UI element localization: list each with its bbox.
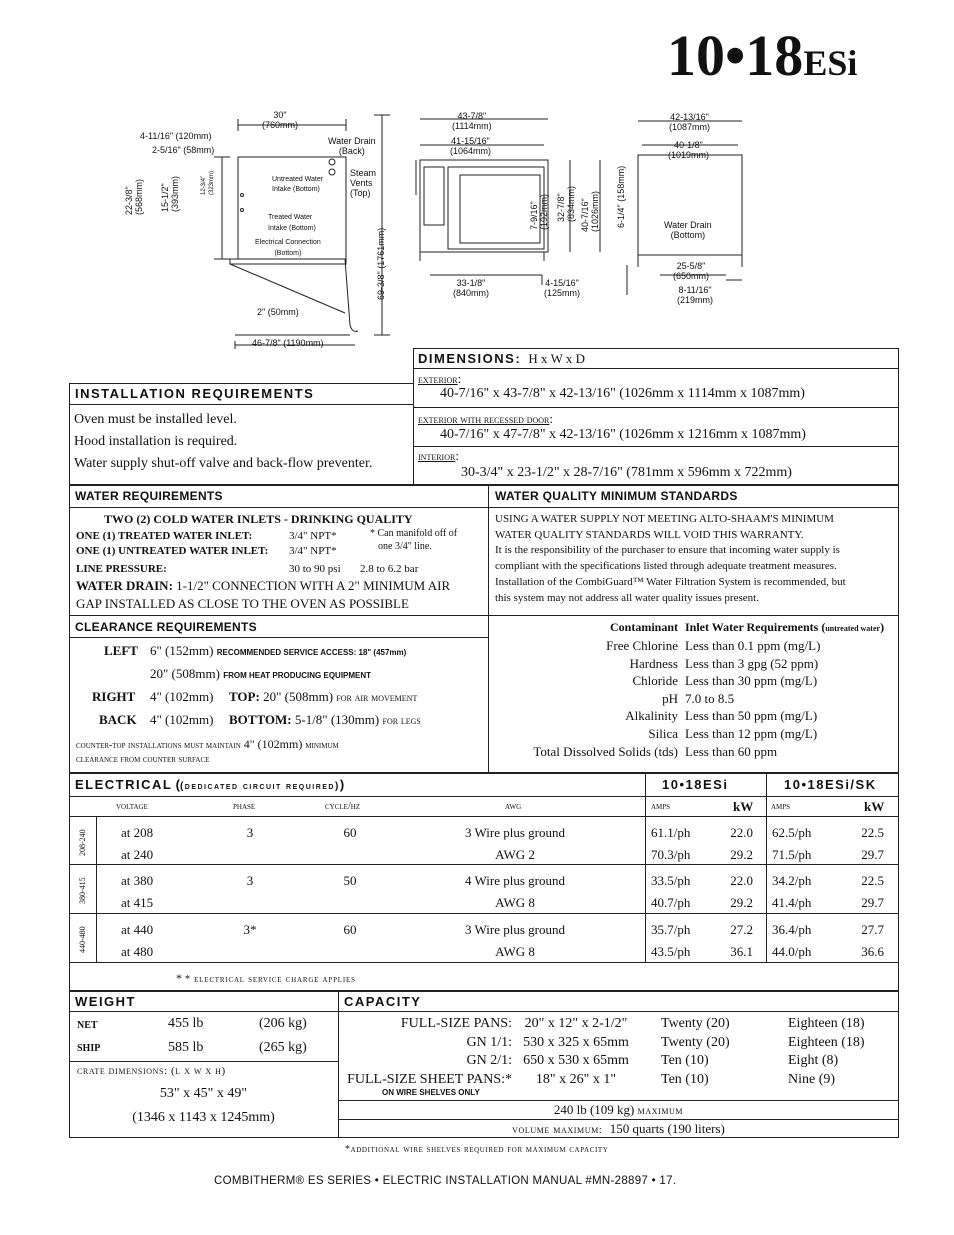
dimensions-heading: DIMENSIONS: (418, 351, 522, 366)
elec-kw-a: 36.1 (730, 944, 753, 959)
wq-row-name: Free Chlorine (606, 638, 678, 653)
water-quality-heading: WATER QUALITY MINIMUM STANDARDS (495, 489, 738, 503)
elec-kw-a: 22.0 (730, 873, 753, 888)
elec-voltage: at 415 (121, 895, 154, 910)
back-h6: 6-1/4" (158mm) (616, 165, 626, 228)
elec-kw-b: 29.7 (861, 895, 884, 910)
front-h32mm: (834mm) (566, 185, 576, 222)
cap-count-a: Ten (10) (661, 1071, 709, 1087)
side-treated2: Intake (Bottom) (268, 225, 316, 232)
max-weight: 240 lb (109 kg) (553, 1102, 635, 1117)
manifold-note-1: * Can manifold off of (370, 528, 458, 539)
col-cycle: cycle/hz (325, 801, 361, 812)
clear-bottom-val: 5-1/8" (130mm) (294, 712, 380, 727)
back-w40mm: (1019mm) (668, 150, 710, 160)
elec-kw-a: 29.2 (730, 847, 753, 862)
elec-amps-b: 71.5/ph (772, 847, 812, 862)
cap-label: FULL-SIZE SHEET PANS:* (347, 1071, 512, 1087)
counter-2: clearance from counter surface (76, 754, 210, 765)
net-label: NET (77, 1020, 98, 1031)
drain-label: WATER DRAIN: (76, 578, 173, 593)
wq-line-1: USING A WATER SUPPLY NOT MEETING ALTO-SHAAM'S MINIMUM (495, 513, 834, 525)
elec-kw-a: 29.2 (730, 895, 753, 910)
side-elec1: Electrical Connection (255, 239, 321, 246)
elec-awg: 3 Wire plus ground (465, 825, 565, 840)
cap-count-b: Nine (9) (788, 1071, 836, 1087)
elec-phase: 3 (246, 825, 254, 840)
max-weight-suffix: maximum (637, 1105, 684, 1117)
cap-count-b: Eighteen (18) (788, 1016, 865, 1031)
elec-awg: AWG 2 (495, 847, 535, 862)
page-title (667, 22, 857, 97)
elec-voltage: at 240 (121, 847, 154, 862)
recessed-value: 40-7/16" x 47-7/8" x 42-13/16" (1026mm x 1216mm x 1087mm) (440, 427, 806, 442)
pressure-label: LINE PRESSURE: (76, 563, 167, 575)
back-b8: 8-11/16" (678, 285, 712, 295)
clear-left-val: 6" (152mm) (150, 643, 214, 658)
vol-val: 150 quarts (190 liters) (609, 1121, 725, 1136)
col-kw-a: kW (733, 799, 754, 814)
front-h40mm: (1026mm) (590, 190, 600, 232)
col-phase: phase (233, 801, 256, 812)
side-steam2: Vents (350, 178, 373, 188)
vol-label: volume maximum: (512, 1124, 603, 1136)
back-drain2: (Bottom) (670, 230, 706, 240)
elec-kw-b: 22.5 (861, 825, 884, 840)
cap-label: GN 1/1: (466, 1034, 512, 1050)
front-h79: 7-9/16" (529, 201, 539, 230)
back-b25mm: (650mm) (673, 271, 710, 281)
elec-amps-a: 33.5/ph (651, 873, 691, 888)
clear-back-val: 4" (102mm) (150, 712, 214, 727)
interior-label: interior (418, 451, 456, 463)
elec-kw-b: 29.7 (861, 847, 884, 862)
untreated-val: 3/4" NPT* (289, 545, 337, 557)
clear-bottom-label: BOTTOM: (229, 712, 292, 727)
drain-line-2: GAP INSTALLED AS CLOSE TO THE OVEN AS POSSIBLE (76, 596, 409, 611)
side-untreated1: Untreated Water (272, 176, 324, 183)
front-w43: 43-7/8" (457, 111, 487, 121)
side-water-drain: Water Drain (328, 136, 376, 146)
clear-right-label: RIGHT (92, 689, 136, 704)
pressure-bar: 2.8 to 6.2 bar (360, 563, 419, 575)
capacity-heading: CAPACITY (344, 994, 422, 1009)
wq-col-inlet-small: untreated water (825, 624, 881, 633)
voltage-group-label: 208-240 (78, 829, 87, 856)
counter-1c: minimum (305, 740, 339, 751)
side-h12mm: (323mm) (209, 170, 215, 195)
side-h15: 15-1/2" (160, 183, 170, 212)
clear-top-label: TOP: (229, 689, 260, 704)
wq-line-5: Installation of the CombiGuard™ Water Filtration System is recommended, but (495, 575, 846, 588)
elec-footnote: * electrical service charge applies (185, 974, 356, 985)
wq-col-inlet-end: ) (880, 620, 885, 634)
crate-in: 53" x 45" x 49" (159, 1086, 248, 1101)
back-w40: 40-1/8" (674, 140, 703, 150)
back-w42: 42-13/16" (670, 112, 709, 122)
elec-kw-b: 27.7 (861, 922, 884, 937)
clear-back-label: BACK (99, 712, 137, 727)
side-b46: 46-7/8" (1190mm) (252, 338, 324, 348)
elec-phase: 3 (246, 873, 254, 888)
cap-count-a: Ten (10) (661, 1053, 709, 1068)
elec-amps-b: 34.2/ph (772, 873, 812, 888)
clear-bottom-note: for legs (382, 715, 421, 727)
front-b4: 4-15/16" (545, 278, 579, 288)
water-req-sub: TWO (2) COLD WATER INLETS - DRINKING QUALITY (104, 512, 413, 526)
side-steam3: (Top) (350, 188, 371, 198)
drain-line-1: 1-1/2" CONNECTION WITH A 2" MINIMUM AIR (176, 578, 451, 593)
front-w41: 41-15/16" (451, 136, 490, 146)
clear-left-label: LEFT (104, 643, 138, 658)
col-voltage: voltage (116, 801, 148, 812)
pressure-psi: 30 to 90 psi (289, 563, 341, 575)
counter-1b: 4" (102mm) (243, 737, 303, 751)
back-b25: 25-5/8" (676, 261, 706, 271)
elec-kw-a: 22.0 (730, 825, 753, 840)
front-w41mm: (1064mm) (450, 146, 492, 156)
front-b4mm: (125mm) (544, 288, 581, 298)
elec-amps-b: 36.4/ph (772, 922, 812, 937)
back-b8mm: (219mm) (677, 295, 714, 305)
front-b33: 33-1/8" (456, 278, 486, 288)
cap-label: FULL-SIZE PANS: (400, 1016, 512, 1031)
elec-kw-b: 36.6 (861, 944, 884, 959)
installation-line-3: Water supply shut-off valve and back-flow preventer. (74, 456, 373, 471)
elec-amps-a: 43.5/ph (651, 944, 691, 959)
water-req-heading: WATER REQUIREMENTS (75, 489, 223, 503)
voltage-group-label: 380-415 (78, 877, 87, 904)
side-w30mm: (760mm) (262, 120, 299, 130)
wq-row-value: Less than 3 gpg (52 ppm) (685, 655, 819, 671)
wq-row-value: Less than 30 ppm (mg/L) (685, 673, 818, 689)
wq-col-contaminant: Contaminant (609, 620, 678, 634)
col-amps-a: amps (651, 801, 671, 812)
elec-amps-b: 41.4/ph (772, 895, 812, 910)
elec-awg: AWG 8 (495, 944, 535, 959)
elec-awg: AWG 8 (495, 895, 535, 910)
cap-size: 18" x 26" x 1" (535, 1071, 617, 1087)
side-h69: 69-3/8" (1761mm) (376, 227, 386, 300)
elec-voltage: at 480 (121, 944, 154, 959)
electrical-heading: ELECTRICAL (75, 777, 173, 792)
side-h22: 22-3/8" (124, 186, 134, 215)
treated-val: 3/4" NPT* (289, 530, 337, 542)
elec-amps-b: 44.0/ph (772, 944, 812, 959)
front-w43mm: (1114mm) (452, 121, 492, 131)
side-h22mm: (568mm) (134, 178, 144, 215)
front-h32: 32-7/8" (556, 193, 566, 222)
elec-voltage: at 380 (121, 873, 154, 888)
elec-amps-a: 61.1/ph (651, 825, 691, 840)
col-kw-b: kW (864, 799, 885, 814)
ship-lb: 585 lb (168, 1040, 204, 1055)
ship-kg: (265 kg) (259, 1040, 307, 1055)
title-suffix: ESi (803, 43, 858, 83)
footer: COMBITHERM® ES SERIES • ELECTRIC INSTALLATION MANUAL #MN-28897 • 17. (214, 1175, 677, 1187)
front-h79mm: (192mm) (539, 193, 549, 230)
title-main: 10•18 (667, 23, 804, 88)
front-b33mm: (840mm) (453, 288, 490, 298)
clear-left-val-2: 20" (508mm) (150, 666, 220, 681)
voltage-group-label: 440-480 (78, 926, 87, 953)
installation-line-1: Oven must be installed level. (74, 412, 237, 427)
wq-line-3: It is the responsibility of the purchaser to ensure that incoming water supply is (495, 544, 840, 557)
wq-row-name: Silica (648, 726, 678, 741)
model-a: 10•18ESi (662, 777, 729, 792)
side-untreated2: Intake (Bottom) (272, 186, 320, 193)
elec-amps-a: 35.7/ph (651, 922, 691, 937)
elec-voltage: at 440 (121, 922, 154, 937)
counter-1a: counter-top installations must maintain (76, 740, 241, 751)
elec-hz: 60 (343, 825, 357, 840)
back-w42mm: (1087mm) (669, 122, 711, 132)
side-elec2: (Bottom) (274, 250, 302, 257)
clearance-heading: CLEARANCE REQUIREMENTS (75, 620, 257, 634)
elec-phase: 3* (243, 922, 257, 937)
elec-voltage: at 208 (121, 825, 154, 840)
crate-label: crate dimensions: (l x w x h) (77, 1065, 226, 1077)
side-treated1: Treated Water (268, 214, 313, 221)
manifold-note-2: one 3/4" line. (378, 541, 432, 552)
elec-awg: 3 Wire plus ground (465, 922, 565, 937)
capacity-footnote: *additional wire shelves required for maximum capacity (345, 1144, 609, 1155)
ship-label: SHIP (77, 1043, 101, 1054)
col-awg: awg (505, 801, 522, 812)
electrical-heading-sub: (dedicated circuit required) (179, 781, 340, 792)
interior-value: 30-3/4" x 23-1/2" x 28-7/16" (781mm x 596mm x 722mm) (461, 465, 792, 480)
treated-label: ONE (1) TREATED WATER INLET: (76, 530, 253, 542)
exterior-label: exterior (418, 374, 458, 386)
wq-row-name: Alkalinity (625, 708, 678, 724)
elec-hz: 60 (343, 922, 357, 937)
elec-amps-b: 62.5/ph (772, 825, 812, 840)
net-lb: 455 lb (168, 1016, 204, 1031)
wq-line-6: this system may not address all water quality issues present. (495, 591, 759, 604)
wq-row-value: Less than 60 ppm (685, 743, 778, 759)
cap-size: 20" x 12" x 2-1/2" (524, 1016, 628, 1031)
wq-row-value: Less than 50 ppm (mg/L) (685, 708, 818, 724)
cap-size: 530 x 325 x 65mm (523, 1034, 629, 1050)
side-l58: 2-5/16" (58mm) (152, 145, 215, 155)
elec-kw-b: 22.5 (861, 873, 884, 888)
elec-amps-a: 40.7/ph (651, 895, 691, 910)
side-l120: 4-11/16" (120mm) (140, 131, 212, 141)
untreated-label: ONE (1) UNTREATED WATER INLET: (76, 545, 269, 557)
side-steam1: Steam (350, 168, 377, 178)
clear-left-note: RECOMMENDED SERVICE ACCESS: 18" (457mm) (216, 648, 407, 657)
cap-count-b: Eighteen (18) (788, 1034, 865, 1050)
back-drain1: Water Drain (664, 220, 712, 230)
weight-heading: WEIGHT (75, 994, 136, 1009)
elec-amps-a: 70.3/ph (651, 847, 691, 862)
wq-row-name: Total Dissolved Solids (tds) (533, 743, 678, 759)
wq-row-value: Less than 12 ppm (mg/L) (685, 726, 818, 741)
cap-size: 650 x 530 x 65mm (523, 1053, 629, 1068)
installation-line-2: Hood installation is required. (74, 434, 238, 449)
clear-top-note: for air movement (336, 692, 418, 704)
wq-row-value: 7.0 to 8.5 (685, 690, 735, 706)
wq-line-2: WATER QUALITY STANDARDS WILL VOID THIS WARRANTY. (495, 528, 804, 541)
wq-col-inlet: Inlet Water Requirements ( (685, 620, 826, 634)
cap-label: GN 2/1: (466, 1053, 512, 1068)
side-b2: 2" (50mm) (257, 307, 299, 317)
wq-row-name: Chloride (632, 673, 678, 689)
side-h15mm: (393mm) (170, 175, 180, 212)
net-kg: (206 kg) (259, 1016, 307, 1031)
wq-row-value: Less than 0.1 ppm (mg/L) (685, 638, 821, 653)
col-amps-b: amps (771, 801, 791, 812)
cap-count-b: Eight (8) (788, 1053, 839, 1068)
wq-line-4: compliant with the specifications listed through adequate treatment measures. (495, 560, 837, 573)
cap-count-a: Twenty (20) (661, 1016, 730, 1031)
model-b: 10•18ESi/SK (784, 777, 877, 792)
recessed-label: exterior with recessed door (418, 414, 550, 426)
side-water-drain-pos: (Back) (338, 146, 365, 156)
side-w30: 30" (273, 110, 287, 120)
clear-right-val: 4" (102mm) (150, 689, 214, 704)
clear-left-note-2: FROM HEAT PRODUCING EQUIPMENT (223, 671, 372, 680)
clear-top-val: 20" (508mm) (263, 689, 334, 704)
crate-mm: (1346 x 1143 x 1245mm) (132, 1110, 275, 1125)
cap-count-a: Twenty (20) (661, 1034, 730, 1050)
dimensions-heading-suffix: H x W x D (528, 351, 585, 366)
exterior-value: 40-7/16" x 43-7/8" x 42-13/16" (1026mm x 1114mm x 1087mm) (440, 386, 805, 401)
wq-row-name: pH (662, 690, 678, 706)
wire-note: ON WIRE SHELVES ONLY (382, 1088, 480, 1097)
elec-kw-a: 27.2 (730, 922, 753, 937)
wq-row-name: Hardness (629, 655, 678, 671)
elec-hz: 50 (343, 873, 357, 888)
side-h12: 12-3/4" (201, 175, 207, 195)
front-h40: 40-7/16" (580, 198, 590, 232)
installation-heading: INSTALLATION REQUIREMENTS (75, 386, 315, 401)
elec-awg: 4 Wire plus ground (465, 873, 565, 888)
